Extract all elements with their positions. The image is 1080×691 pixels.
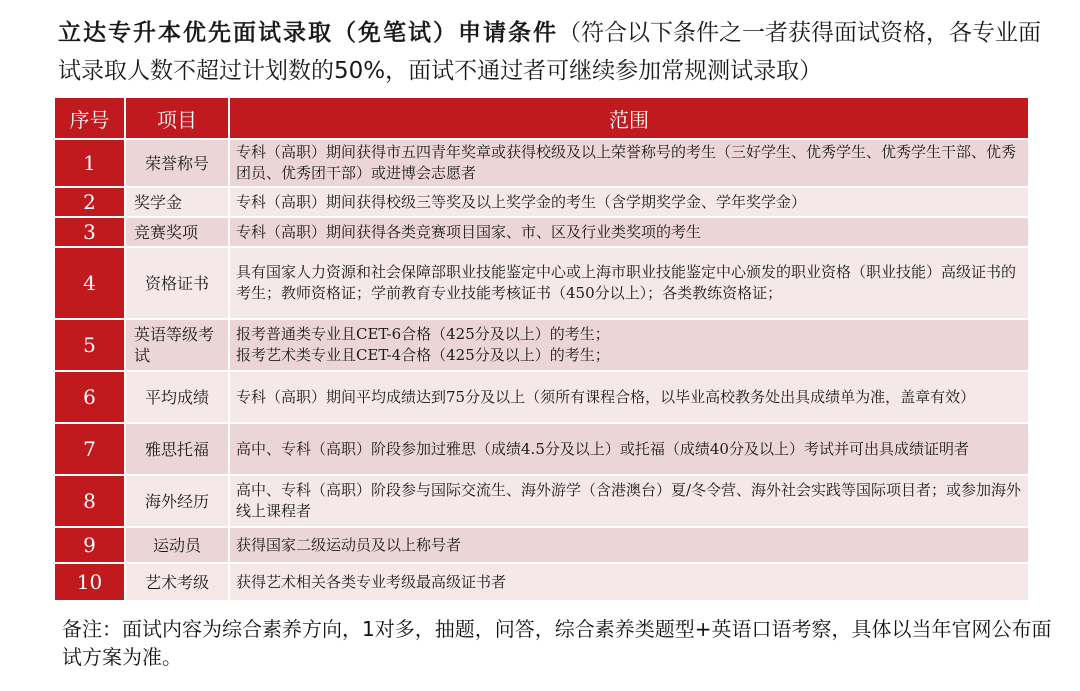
header-range: 范围 bbox=[229, 97, 1029, 139]
row-item: 竞赛奖项 bbox=[125, 217, 229, 247]
row-number: 6 bbox=[54, 371, 125, 423]
table-header-row bbox=[54, 97, 1029, 139]
row-range bbox=[229, 319, 1029, 371]
table-row bbox=[54, 527, 1029, 563]
row-range: 获得艺术相关各类专业考级最高级证书者 bbox=[229, 563, 1029, 601]
row-range: 高中、专科（高职）阶段参与国际交流生、海外游学（含港澳台）夏/冬令营、海外社会实践等国际项目者；或参加海外线上课程者 bbox=[229, 475, 1029, 527]
table-row bbox=[54, 187, 1029, 217]
table-row bbox=[54, 217, 1029, 247]
table-row bbox=[54, 371, 1029, 423]
row-item: 雅思托福 bbox=[125, 423, 229, 475]
table-row bbox=[54, 563, 1029, 601]
table-row bbox=[54, 475, 1029, 527]
row-item: 资格证书 bbox=[125, 247, 229, 319]
row-item: 荣誉称号 bbox=[125, 139, 229, 187]
title-main: 立达专升本优先面试录取（免笔试）申请条件 bbox=[58, 20, 558, 46]
row-range: 高中、专科（高职）阶段参加过雅思（成绩4.5分及以上）或托福（成绩40分及以上）考试并可出具成绩证明者 bbox=[229, 423, 1029, 475]
row-item: 平均成绩 bbox=[125, 371, 229, 423]
row-number: 8 bbox=[54, 475, 125, 527]
row-range-line: 报考艺术类专业且CET-4合格（425分及以上）的考生； bbox=[236, 346, 610, 364]
row-number: 5 bbox=[54, 319, 125, 371]
table-row bbox=[54, 247, 1029, 319]
header-no: 序号 bbox=[54, 97, 125, 139]
row-item: 奖学金 bbox=[125, 187, 229, 217]
row-number: 10 bbox=[54, 563, 125, 601]
row-number: 4 bbox=[54, 247, 125, 319]
row-number: 9 bbox=[54, 527, 125, 563]
row-range: 专科（高职）期间平均成绩达到75分及以上（须所有课程合格，以毕业高校教务处出具成绩单为准，盖章有效） bbox=[229, 371, 1029, 423]
header-item: 项目 bbox=[125, 97, 229, 139]
row-range: 专科（高职）期间获得各类竞赛项目国家、市、区及行业类奖项的考生 bbox=[229, 217, 1029, 247]
row-number: 2 bbox=[54, 187, 125, 217]
row-range-line: 报考普通类专业且CET-6合格（425分及以上）的考生； bbox=[236, 325, 610, 343]
row-item: 英语等级考试 bbox=[125, 319, 229, 371]
table-row bbox=[54, 423, 1029, 475]
row-range: 专科（高职）期间获得校级三等奖及以上奖学金的考生（含学期奖学金、学年奖学金） bbox=[229, 187, 1029, 217]
row-item: 运动员 bbox=[125, 527, 229, 563]
row-item: 艺术考级 bbox=[125, 563, 229, 601]
row-number: 3 bbox=[54, 217, 125, 247]
row-number: 1 bbox=[54, 139, 125, 187]
row-range: 具有国家人力资源和社会保障部职业技能鉴定中心或上海市职业技能鉴定中心颁发的职业资格（职业技能）高级证书的考生；教师资格证；学前教育专业技能考核证书（450分以上）；各类教练资格证； bbox=[229, 247, 1029, 319]
row-range: 专科（高职）期间获得市五四青年奖章或获得校级及以上荣誉称号的考生（三好学生、优秀学生、优秀学生干部、优秀团员、优秀团干部）或进博会志愿者 bbox=[229, 139, 1029, 187]
title-condition: （符合以下条件之一者获得面试资格，各专业面试录取人数不超过计划数的50%，面试不通过者可继续参加常规测试录取） bbox=[58, 20, 1041, 84]
table-row bbox=[54, 139, 1029, 187]
page-title bbox=[58, 14, 1058, 90]
footnote: 备注：面试内容为综合素养方向，1对多，抽题，问答，综合素养类题型+英语口语考察，具体以当年官网公布面试方案为准。 bbox=[62, 617, 1052, 669]
row-item: 海外经历 bbox=[125, 475, 229, 527]
table-row bbox=[54, 319, 1029, 371]
conditions-table bbox=[53, 96, 1030, 602]
row-number: 7 bbox=[54, 423, 125, 475]
row-range: 获得国家二级运动员及以上称号者 bbox=[229, 527, 1029, 563]
